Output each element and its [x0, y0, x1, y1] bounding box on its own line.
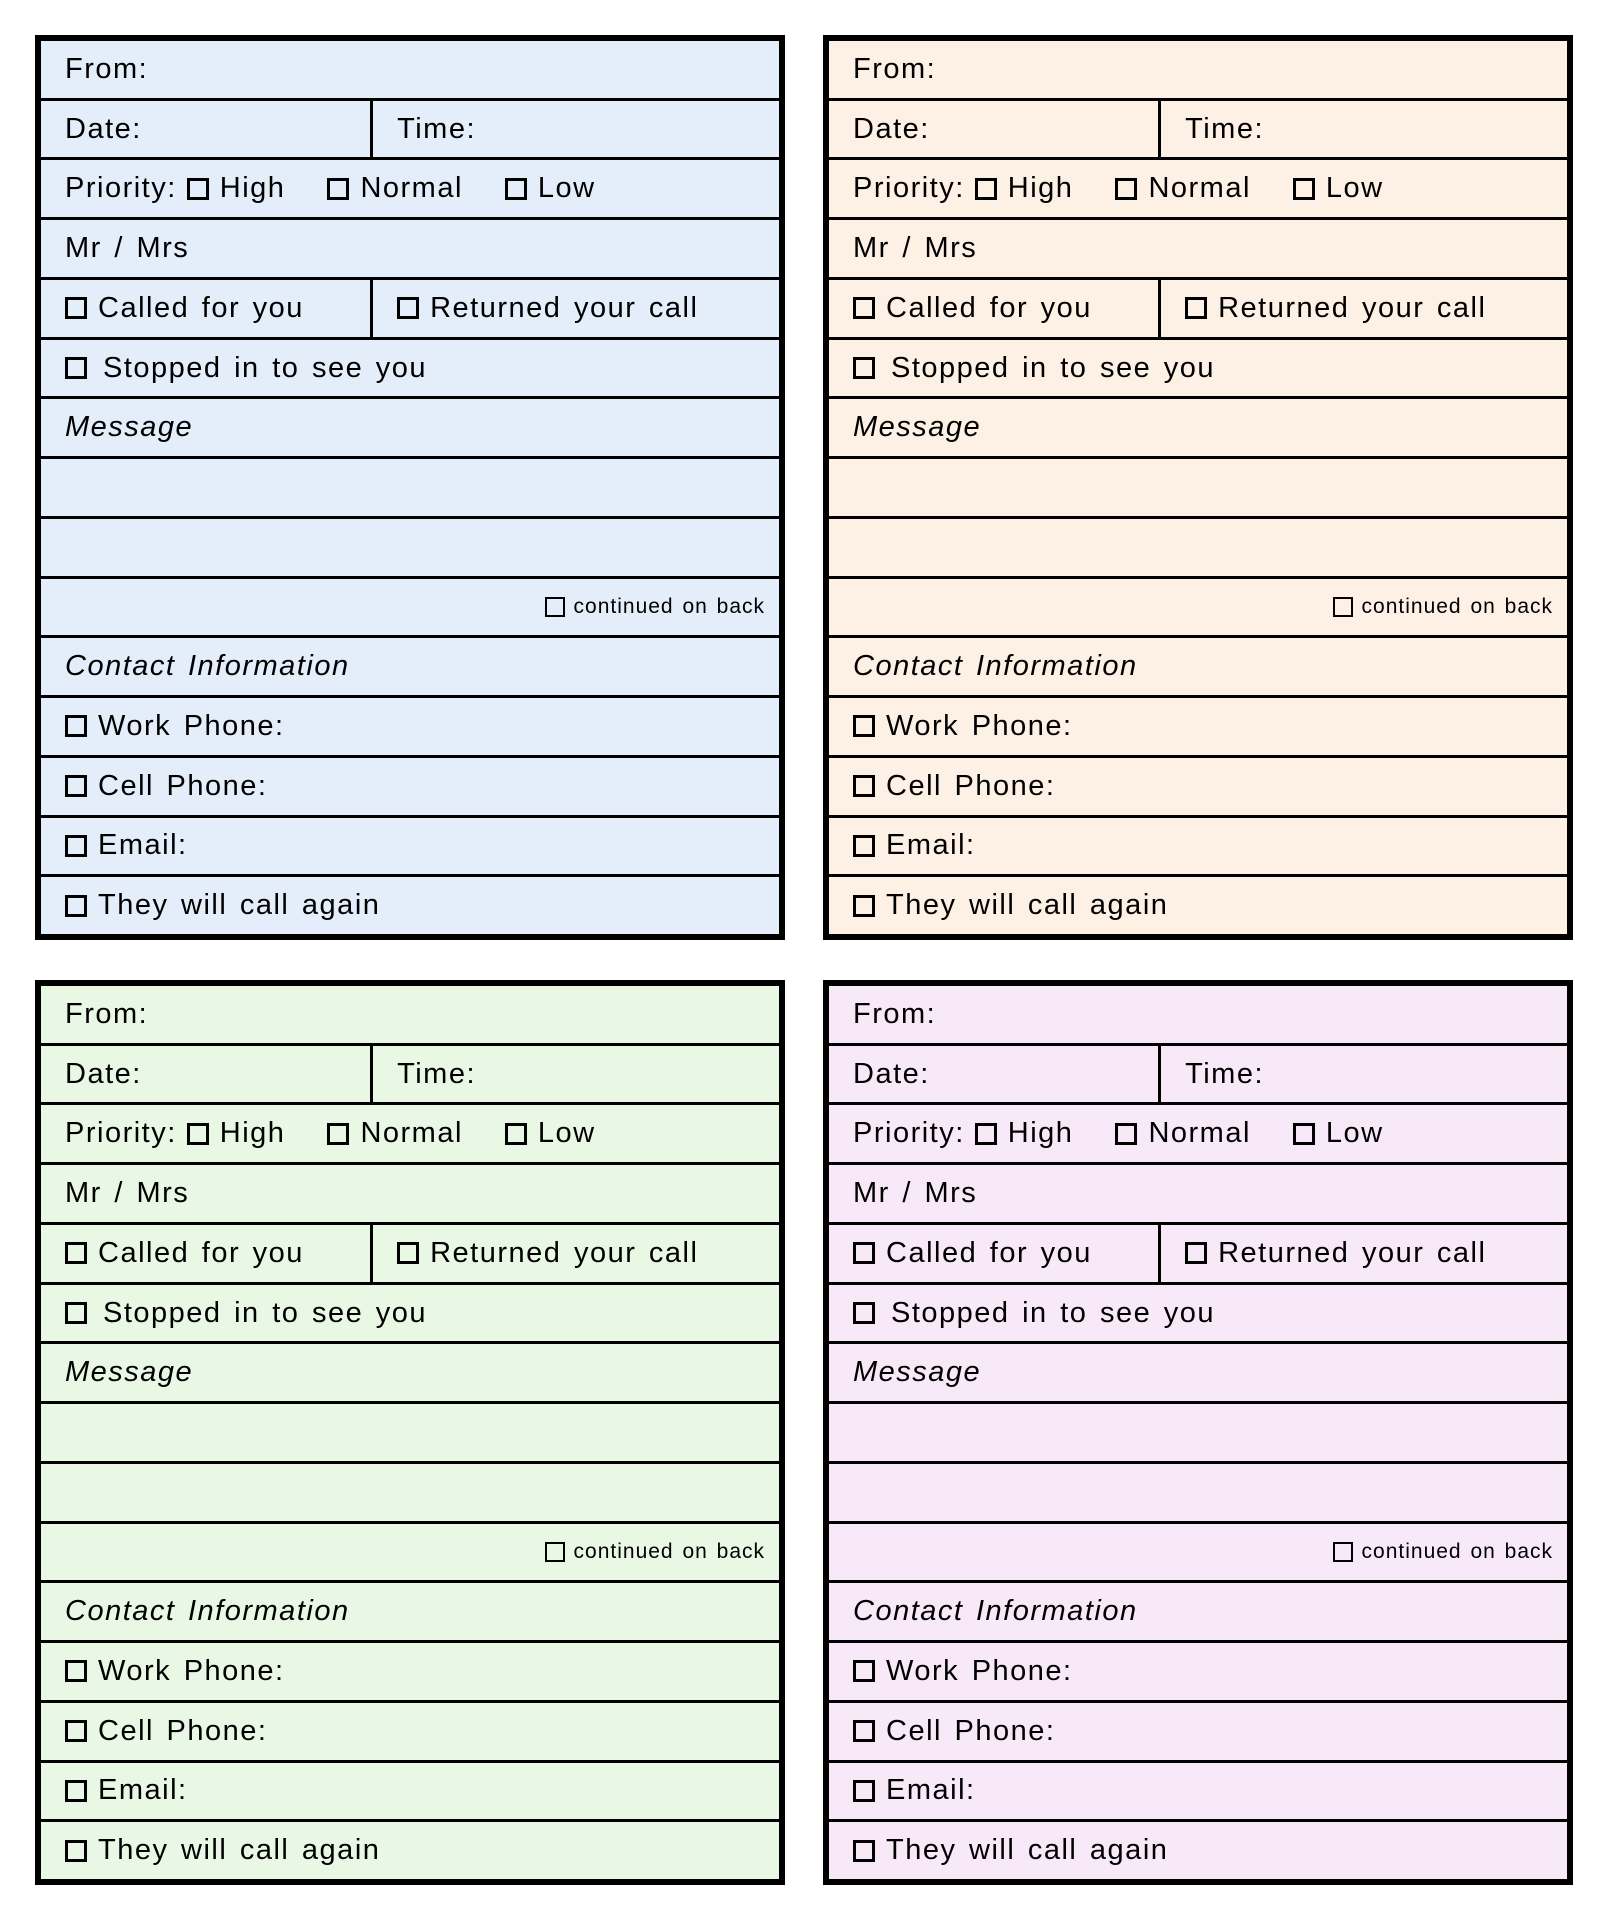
email-row — [41, 818, 779, 878]
from-row — [41, 41, 779, 101]
date-cell — [41, 1046, 373, 1103]
cell-phone-label: Cell Phone: — [886, 769, 1056, 802]
continued-row — [829, 579, 1567, 639]
contact-heading-row — [41, 1583, 779, 1643]
returned-checkbox[interactable] — [1185, 1242, 1207, 1264]
low-label: Low — [537, 172, 596, 205]
priority-option-high — [975, 1119, 1074, 1148]
message-heading: Message — [65, 411, 194, 444]
called-checkbox[interactable] — [853, 1242, 875, 1264]
called-label: Called for you — [98, 1236, 304, 1269]
from-label: From: — [65, 997, 149, 1030]
call-type-row — [829, 1225, 1567, 1285]
call-again-label: They will call again — [886, 889, 1169, 922]
time-label: Time: — [397, 1057, 477, 1090]
priority-label: Priority: — [65, 1117, 177, 1150]
salutation-row — [41, 1165, 779, 1225]
continued-checkbox[interactable] — [1333, 597, 1353, 617]
work-phone-label: Work Phone: — [98, 1654, 285, 1687]
email-label: Email: — [886, 1774, 976, 1807]
from-row — [829, 986, 1567, 1046]
salutation-label: Mr / Mrs — [65, 232, 190, 265]
date-time-row — [41, 1046, 779, 1106]
cell-phone-checkbox[interactable] — [65, 775, 87, 797]
high-checkbox[interactable] — [975, 178, 997, 200]
priority-option-normal — [1115, 1119, 1250, 1148]
contact-heading-row — [41, 638, 779, 698]
normal-checkbox[interactable] — [1115, 1123, 1137, 1145]
priority-label: Priority: — [853, 1117, 965, 1150]
email-checkbox[interactable] — [853, 1780, 875, 1802]
cell-phone-checkbox[interactable] — [853, 1720, 875, 1742]
returned-label: Returned your call — [1218, 1236, 1487, 1269]
from-row — [829, 41, 1567, 101]
email-checkbox[interactable] — [853, 835, 875, 857]
message-blank-row-2 — [41, 519, 779, 579]
priority-option-low — [505, 1119, 596, 1148]
low-checkbox[interactable] — [505, 1123, 527, 1145]
contact-heading: Contact Information — [65, 650, 350, 683]
call-again-checkbox[interactable] — [65, 1840, 87, 1862]
returned-label: Returned your call — [430, 291, 699, 324]
salutation-label: Mr / Mrs — [853, 232, 978, 265]
from-label: From: — [853, 52, 937, 85]
returned-cell — [373, 280, 779, 337]
contact-heading-row — [829, 638, 1567, 698]
stopped-row — [829, 340, 1567, 400]
email-row — [41, 1763, 779, 1823]
contact-heading-row — [829, 1583, 1567, 1643]
continued-checkbox[interactable] — [1333, 1542, 1353, 1562]
low-label: Low — [1325, 1117, 1384, 1150]
email-label: Email: — [98, 1774, 188, 1807]
from-label: From: — [65, 52, 149, 85]
returned-cell — [1161, 1225, 1567, 1282]
email-row — [829, 818, 1567, 878]
date-label: Date: — [853, 1057, 930, 1090]
returned-checkbox[interactable] — [397, 1242, 419, 1264]
returned-checkbox[interactable] — [397, 297, 419, 319]
priority-option-low — [505, 174, 596, 203]
priority-option-normal — [1115, 174, 1250, 203]
date-time-row — [41, 101, 779, 161]
normal-label: Normal — [1148, 1117, 1251, 1150]
call-again-checkbox[interactable] — [853, 895, 875, 917]
low-checkbox[interactable] — [1293, 1123, 1315, 1145]
stopped-checkbox[interactable] — [65, 357, 87, 379]
message-heading-row — [829, 1344, 1567, 1404]
called-checkbox[interactable] — [65, 1242, 87, 1264]
continued-label: continued on back — [1361, 595, 1553, 619]
time-cell — [1161, 1046, 1567, 1103]
email-label: Email: — [98, 829, 188, 862]
returned-cell — [1161, 280, 1567, 337]
called-cell — [41, 280, 373, 337]
cell-phone-checkbox[interactable] — [853, 775, 875, 797]
contact-heading: Contact Information — [853, 650, 1138, 683]
high-label: High — [219, 1117, 286, 1150]
continued-row — [41, 579, 779, 639]
date-time-row — [829, 1046, 1567, 1106]
message-heading-row — [41, 399, 779, 459]
work-phone-row — [829, 1643, 1567, 1703]
time-label: Time: — [397, 112, 477, 145]
message-blank-row-1 — [829, 1404, 1567, 1464]
continued-label: continued on back — [1361, 1540, 1553, 1564]
message-heading: Message — [853, 1356, 982, 1389]
priority-row — [829, 1105, 1567, 1165]
called-label: Called for you — [98, 291, 304, 324]
work-phone-row — [829, 698, 1567, 758]
normal-checkbox[interactable] — [327, 1123, 349, 1145]
call-again-label: They will call again — [886, 1834, 1169, 1867]
continued-row — [829, 1524, 1567, 1584]
call-again-row — [41, 877, 779, 934]
stopped-checkbox[interactable] — [853, 1302, 875, 1324]
from-row — [41, 986, 779, 1046]
stopped-checkbox[interactable] — [65, 1302, 87, 1324]
continued-row — [41, 1524, 779, 1584]
time-label: Time: — [1185, 112, 1265, 145]
call-again-row — [41, 1822, 779, 1879]
high-checkbox[interactable] — [187, 178, 209, 200]
low-label: Low — [537, 1117, 596, 1150]
high-label: High — [219, 172, 286, 205]
contact-heading: Contact Information — [65, 1595, 350, 1628]
date-cell — [41, 101, 373, 158]
priority-option-low — [1293, 1119, 1384, 1148]
stopped-label: Stopped in to see you — [891, 351, 1216, 384]
returned-label: Returned your call — [1218, 291, 1487, 324]
call-type-row — [829, 280, 1567, 340]
called-label: Called for you — [886, 291, 1092, 324]
message-slip-peach — [823, 35, 1573, 940]
message-blank-row-1 — [41, 1404, 779, 1464]
message-heading: Message — [853, 411, 982, 444]
salutation-row — [829, 1165, 1567, 1225]
low-label: Low — [1325, 172, 1384, 205]
call-type-row — [41, 1225, 779, 1285]
message-slip-green — [35, 980, 785, 1885]
returned-label: Returned your call — [430, 1236, 699, 1269]
stopped-label: Stopped in to see you — [103, 1296, 428, 1329]
priority-option-high — [187, 1119, 286, 1148]
continued-label: continued on back — [573, 595, 765, 619]
date-cell — [829, 1046, 1161, 1103]
message-blank-row-2 — [829, 519, 1567, 579]
priority-row — [41, 160, 779, 220]
from-label: From: — [853, 997, 937, 1030]
normal-checkbox[interactable] — [1115, 178, 1137, 200]
message-blank-row-1 — [41, 459, 779, 519]
date-time-row — [829, 101, 1567, 161]
stopped-row — [41, 340, 779, 400]
salutation-row — [829, 220, 1567, 280]
work-phone-label: Work Phone: — [98, 709, 285, 742]
priority-row — [41, 1105, 779, 1165]
salutation-label: Mr / Mrs — [65, 1177, 190, 1210]
message-blank-row-2 — [41, 1464, 779, 1524]
high-checkbox[interactable] — [975, 1123, 997, 1145]
called-cell — [829, 1225, 1161, 1282]
call-again-row — [829, 877, 1567, 934]
time-cell — [1161, 101, 1567, 158]
priority-label: Priority: — [65, 172, 177, 205]
low-checkbox[interactable] — [1293, 178, 1315, 200]
cell-phone-checkbox[interactable] — [65, 1720, 87, 1742]
cell-phone-row — [829, 1703, 1567, 1763]
stopped-row — [41, 1285, 779, 1345]
call-again-checkbox[interactable] — [65, 895, 87, 917]
contact-heading: Contact Information — [853, 1595, 1138, 1628]
work-phone-checkbox[interactable] — [853, 1660, 875, 1682]
cell-phone-row — [41, 758, 779, 818]
time-label: Time: — [1185, 1057, 1265, 1090]
message-slip-pink — [823, 980, 1573, 1885]
message-heading-row — [829, 399, 1567, 459]
work-phone-label: Work Phone: — [886, 1654, 1073, 1687]
called-checkbox[interactable] — [65, 297, 87, 319]
continued-label: continued on back — [573, 1540, 765, 1564]
work-phone-label: Work Phone: — [886, 709, 1073, 742]
work-phone-checkbox[interactable] — [853, 715, 875, 737]
date-cell — [829, 101, 1161, 158]
called-cell — [829, 280, 1161, 337]
stopped-label: Stopped in to see you — [103, 351, 428, 384]
continued-checkbox[interactable] — [545, 597, 565, 617]
work-phone-checkbox[interactable] — [65, 715, 87, 737]
normal-label: Normal — [360, 1117, 463, 1150]
message-blank-row-2 — [829, 1464, 1567, 1524]
low-checkbox[interactable] — [505, 178, 527, 200]
call-again-checkbox[interactable] — [853, 1840, 875, 1862]
email-row — [829, 1763, 1567, 1823]
call-type-row — [41, 280, 779, 340]
date-label: Date: — [65, 112, 142, 145]
message-heading-row — [41, 1344, 779, 1404]
high-label: High — [1007, 1117, 1074, 1150]
message-heading: Message — [65, 1356, 194, 1389]
stopped-label: Stopped in to see you — [891, 1296, 1216, 1329]
called-checkbox[interactable] — [853, 297, 875, 319]
normal-label: Normal — [1148, 172, 1251, 205]
priority-option-normal — [327, 1119, 462, 1148]
priority-option-low — [1293, 174, 1384, 203]
called-cell — [41, 1225, 373, 1282]
call-again-label: They will call again — [98, 889, 381, 922]
normal-label: Normal — [360, 172, 463, 205]
message-slip-blue — [35, 35, 785, 940]
continued-checkbox[interactable] — [545, 1542, 565, 1562]
email-checkbox[interactable] — [65, 835, 87, 857]
cell-phone-label: Cell Phone: — [98, 769, 268, 802]
stopped-checkbox[interactable] — [853, 357, 875, 379]
work-phone-row — [41, 698, 779, 758]
priority-row — [829, 160, 1567, 220]
returned-checkbox[interactable] — [1185, 297, 1207, 319]
salutation-row — [41, 220, 779, 280]
priority-label: Priority: — [853, 172, 965, 205]
call-again-row — [829, 1822, 1567, 1879]
high-label: High — [1007, 172, 1074, 205]
priority-option-high — [975, 174, 1074, 203]
cell-phone-row — [829, 758, 1567, 818]
time-cell — [373, 1046, 779, 1103]
email-label: Email: — [886, 829, 976, 862]
returned-cell — [373, 1225, 779, 1282]
date-label: Date: — [65, 1057, 142, 1090]
message-blank-row-1 — [829, 459, 1567, 519]
priority-option-normal — [327, 174, 462, 203]
cell-phone-label: Cell Phone: — [886, 1714, 1056, 1747]
time-cell — [373, 101, 779, 158]
stopped-row — [829, 1285, 1567, 1345]
email-checkbox[interactable] — [65, 1780, 87, 1802]
priority-option-high — [187, 174, 286, 203]
salutation-label: Mr / Mrs — [853, 1177, 978, 1210]
call-again-label: They will call again — [98, 1834, 381, 1867]
cell-phone-row — [41, 1703, 779, 1763]
work-phone-checkbox[interactable] — [65, 1660, 87, 1682]
called-label: Called for you — [886, 1236, 1092, 1269]
date-label: Date: — [853, 112, 930, 145]
cell-phone-label: Cell Phone: — [98, 1714, 268, 1747]
work-phone-row — [41, 1643, 779, 1703]
normal-checkbox[interactable] — [327, 178, 349, 200]
high-checkbox[interactable] — [187, 1123, 209, 1145]
